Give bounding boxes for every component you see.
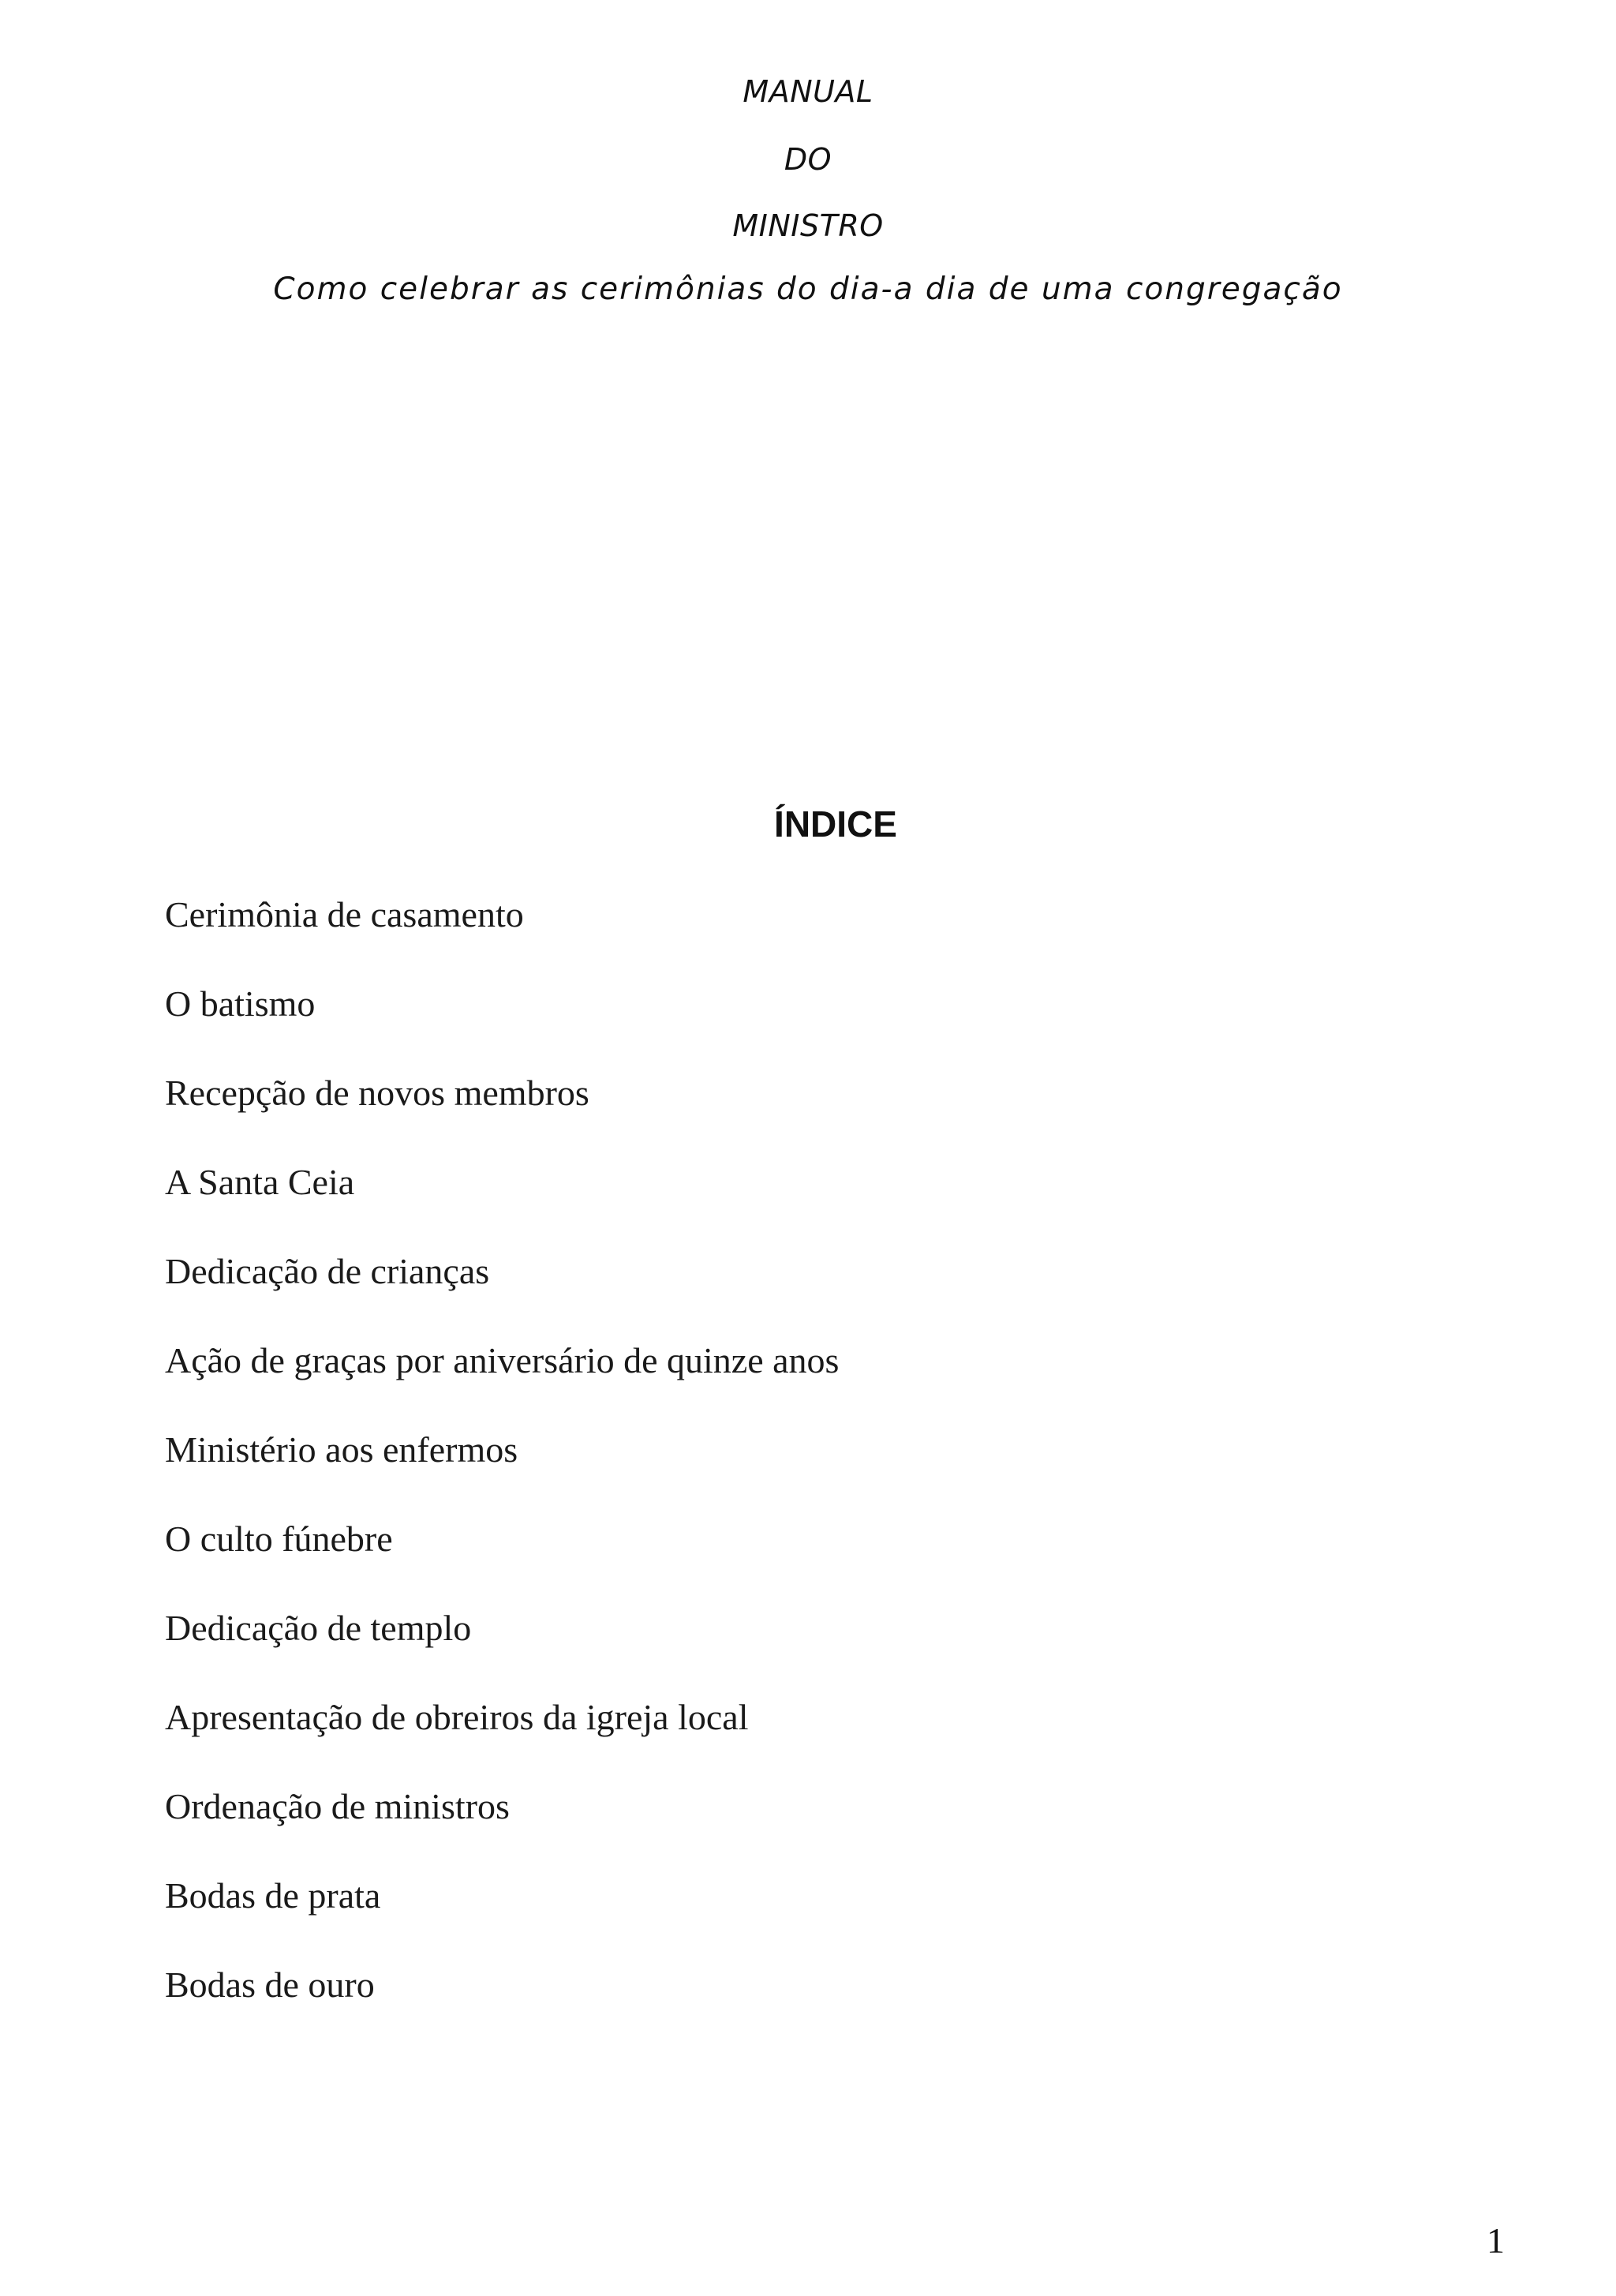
toc-item: Dedicação de crianças [165, 1251, 490, 1291]
toc-item: Bodas de ouro [165, 1965, 375, 2005]
toc-item: A Santa Ceia [165, 1162, 355, 1202]
document-subtitle: Como celebrar as cerimônias do dia-a dia de uma congregação [273, 272, 1343, 307]
toc-item: Cerimônia de casamento [165, 894, 524, 935]
toc-item: Bodas de prata [165, 1875, 381, 1916]
title-line-ministro: MINISTRO [732, 208, 884, 243]
title-line-do: DO [784, 142, 832, 177]
title-line-manual: MANUAL [743, 74, 873, 109]
toc-item: Ministério aos enfermos [165, 1429, 518, 1470]
toc-item: O culto fúnebre [165, 1519, 393, 1559]
index-heading: ÍNDICE [774, 803, 897, 845]
toc-item: Ação de graças por aniversário de quinze anos [165, 1340, 840, 1380]
toc-item: Dedicação de templo [165, 1608, 472, 1648]
toc-item: O batismo [165, 983, 316, 1024]
toc-item: Recepção de novos membros [165, 1073, 589, 1113]
table-of-contents [165, 891, 839, 2051]
toc-item: Ordenação de ministros [165, 1786, 510, 1826]
page-number: 1 [1487, 2220, 1505, 2260]
toc-item: Apresentação de obreiros da igreja local [165, 1697, 749, 1737]
